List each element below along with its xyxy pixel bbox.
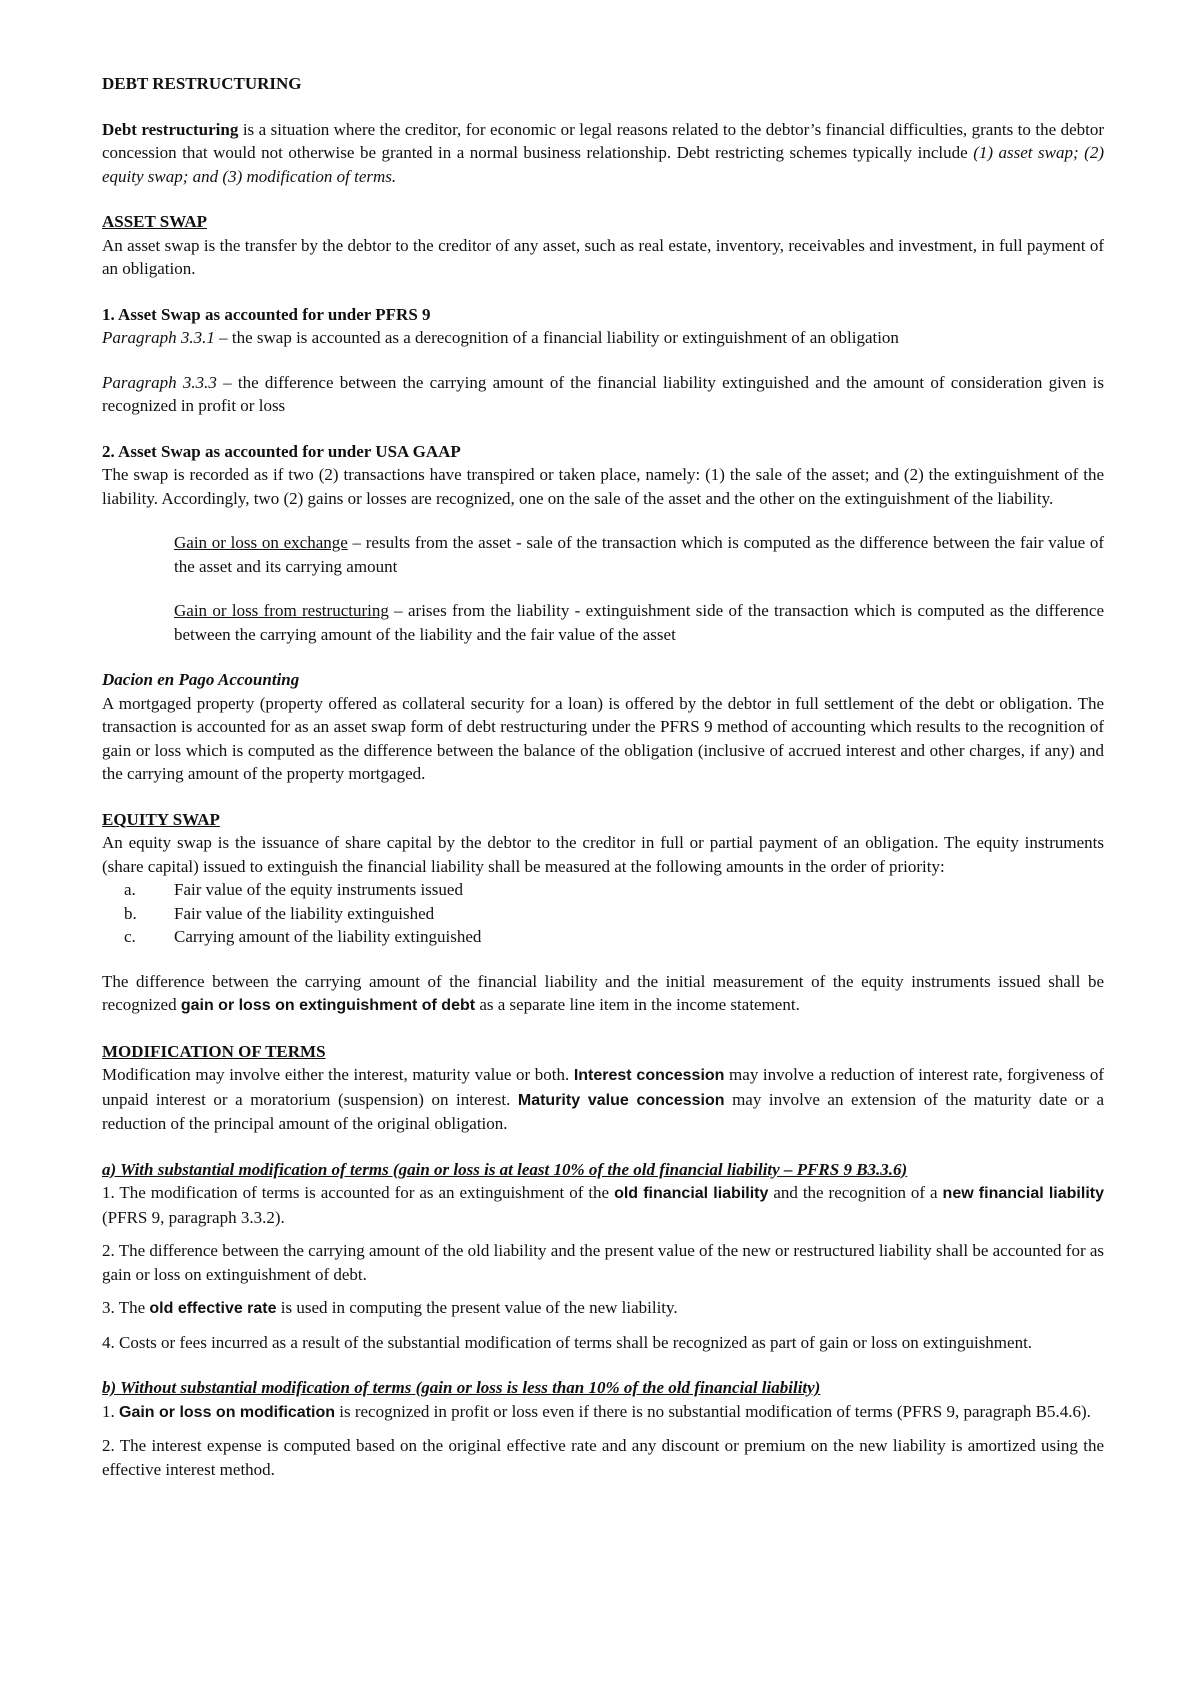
pfrs-paragraph-333 bbox=[102, 371, 1104, 418]
list-item: c. Carrying amount of the liability extinguished bbox=[124, 927, 482, 946]
list-item: a. Fair value of the equity instruments issued bbox=[124, 880, 463, 899]
with-substantial-heading: a) With substantial modification of terms (gain or loss is at least 10% of the old financial liability – PFRS 9 B3.3.6) bbox=[102, 1159, 908, 1179]
restructuring-term: Gain or loss from restructuring bbox=[174, 601, 389, 620]
pfrs-paragraph-331 bbox=[102, 326, 1104, 350]
intro-paragraph bbox=[102, 118, 1104, 189]
equity-swap-paragraph: An equity swap is the issuance of share capital by the debtor to the creditor in full or partial payment of an obligation. The equity instruments (share capital) issued to extinguish the financial liability shall be measured at the following amounts in the order of priority: bbox=[102, 833, 1104, 876]
asset-swap-definition: An asset swap is the transfer by the debtor to the creditor of any asset, such as real estate, inventory, receivables and investment, in full payment of an obligation. bbox=[102, 235, 1104, 278]
pfrs-ref-331: Paragraph 3.3.1 bbox=[102, 328, 215, 347]
equity-closing-paragraph: The difference between the carrying amount of the financial liability and the initial measurement of the equity instruments issued shall be recognized gain or loss on extinguishment of debt as a separate line item in the income statement. bbox=[102, 971, 1104, 1014]
modification-heading: MODIFICATION OF TERMS bbox=[102, 1041, 326, 1061]
document-title: DEBT RESTRUCTURING bbox=[102, 74, 302, 93]
gaap-paragraph: The swap is recorded as if two (2) transactions have transpired or taken place, namely: (1) the sale of the asset; and (2) the extinguishment of the liability. Accordingly, two (2) gains or losses are recognized, one on the sale of the asset and the other on the extinguishment of the liability. bbox=[102, 465, 1104, 508]
gaap-heading: 2. Asset Swap as accounted for under USA GAAP bbox=[102, 441, 461, 461]
maturity-concession-term: Maturity value concession bbox=[517, 1091, 725, 1109]
without-item-1: 1. Gain or loss on modification is recognized in profit or loss even if there is no substantial modification of terms (PFRS 9, paragraph B5.4.6). bbox=[102, 1401, 1091, 1421]
intro-schemes: (1) asset swap; (2) equity swap; and (3) modification of terms. bbox=[102, 143, 1104, 186]
pfrs-text-333: – the difference between the carrying amount of the financial liability extinguished and the amount of consideration given is recognized in profit or loss bbox=[102, 372, 1104, 415]
list-item: b. Fair value of the liability extinguished bbox=[124, 903, 435, 923]
dacion-heading: Dacion en Pago Accounting bbox=[102, 670, 300, 689]
restructuring-text: – arises from the liability - extinguishment side of the transaction which is computed as the difference between the carrying amount of the liability and the fair value of the asset bbox=[174, 601, 1104, 644]
intro-text: is a situation where the creditor, for economic or legal reasons related to the debtor’s financial difficulties, grants to the debtor concession that would not otherwise be granted in a normal business relationship. Debt restricting schemes typically include bbox=[102, 119, 1105, 162]
gain-loss-exchange bbox=[174, 531, 1104, 578]
with-item-3: 3. The old effective rate is used in computing the present value of the new liability. bbox=[102, 1298, 678, 1317]
equity-priority-list bbox=[102, 878, 1104, 949]
exchange-term: Gain or loss on exchange bbox=[174, 533, 348, 552]
without-substantial-heading: b) Without substantial modification of terms (gain or loss is less than 10% of the old financial liability) bbox=[102, 1378, 821, 1397]
with-item-1: 1. The modification of terms is accounted for as an extinguishment of the old financial liability and the recognition of a new financial liability (PFRS 9, paragraph 3.3.2). bbox=[102, 1183, 1104, 1227]
intro-term: Debt restructuring bbox=[102, 119, 239, 139]
modification-paragraph: Modification may involve either the interest, maturity value or both. Interest concession may involve a reduction of interest rate, forgiveness of unpaid interest or a moratorium (suspension) on interest. Maturity value concession may involve an extension of the maturity date or a reduction of the principal amount of the original obligation. bbox=[102, 1065, 1105, 1133]
pfrs-text-331: – the swap is accounted as a derecognition of a financial liability or extinguishment of an obligation bbox=[214, 328, 899, 347]
exchange-text: – results from the asset - sale of the transaction which is computed as the difference between the fair value of the asset and its carrying amount bbox=[174, 533, 1105, 576]
dacion-paragraph: A mortgaged property (property offered as collateral security for a loan) is offered by the debtor in full settlement of the debt or obligation. The transaction is accounted for as an asset swap form of debt restructuring under the PFRS 9 method of accounting which results to the recognition of gain or loss which is computed as the difference between the balance of the obligation (inclusive of accrued interest and other charges, if any) and the carrying amount of the property mortgaged. bbox=[102, 693, 1104, 783]
with-item-2: 2. The difference between the carrying amount of the old liability and the present value of the new or restructured liability shall be accounted for as gain or loss on extinguishment of debt. bbox=[102, 1241, 1105, 1284]
gaap-definitions bbox=[102, 531, 1104, 646]
equity-closing-term: gain or loss on extinguishment of debt bbox=[180, 997, 476, 1014]
asset-swap-heading: ASSET SWAP bbox=[102, 212, 208, 231]
interest-concession-term: Interest concession bbox=[573, 1067, 725, 1084]
gain-loss-restructuring bbox=[174, 599, 1104, 646]
equity-swap-heading: EQUITY SWAP bbox=[102, 809, 220, 829]
pfrs-ref-333: Paragraph 3.3.3 bbox=[102, 372, 217, 392]
with-item-4: 4. Costs or fees incurred as a result of the substantial modification of terms shall be recognized as part of gain or loss on extinguishment. bbox=[102, 1332, 1033, 1352]
without-item-2: 2. The interest expense is computed based on the original effective rate and any discount or premium on the new liability is amortized using the effective interest method. bbox=[102, 1436, 1104, 1479]
pfrs-heading: 1. Asset Swap as accounted for under PFRS 9 bbox=[102, 304, 431, 324]
